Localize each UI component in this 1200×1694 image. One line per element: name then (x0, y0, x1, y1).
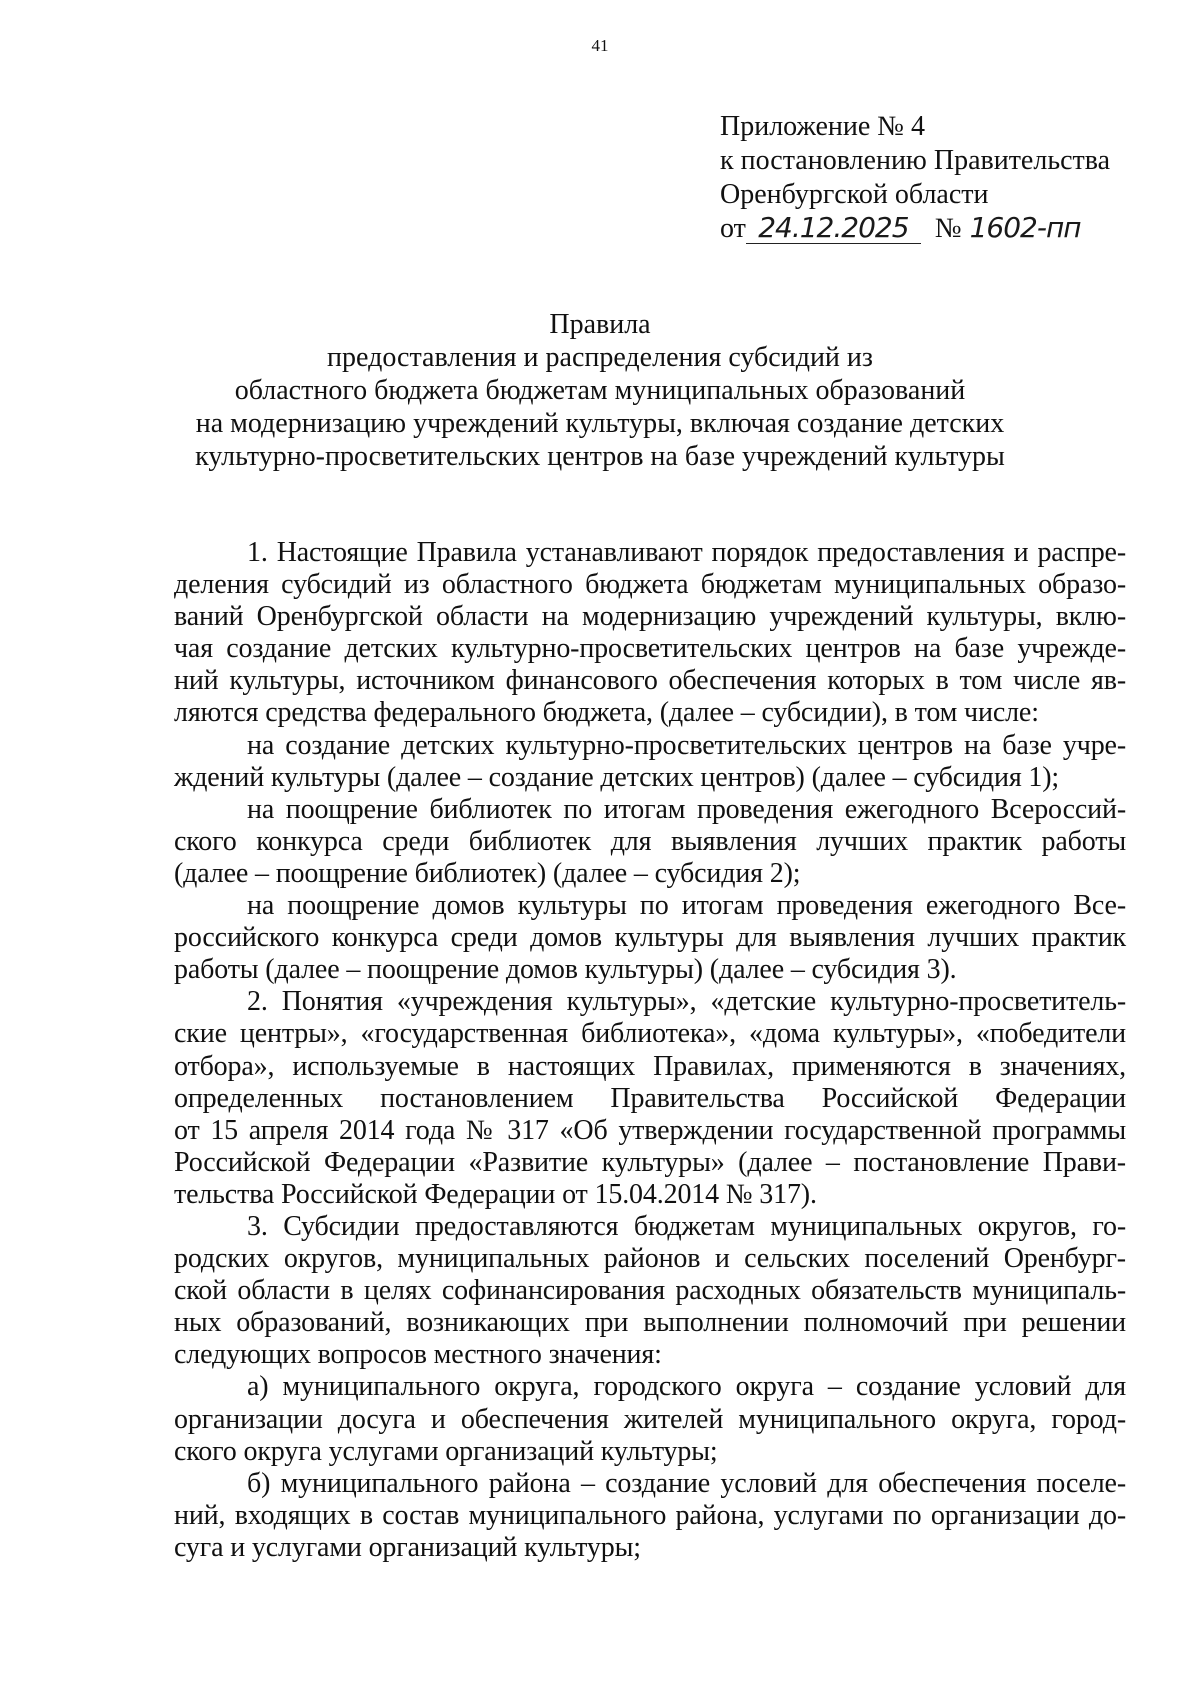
date-prefix: от (720, 213, 746, 244)
page-number: 41 (591, 36, 609, 55)
text-line: тельства Российской Федерации от 15.04.2014 № 317). (174, 1178, 817, 1210)
text-line: б) муниципального района – создание условий для обеспечения поселе- (247, 1467, 1126, 1499)
paragraph-2 (174, 986, 1126, 1211)
text-line: следующих вопросов местного значения: (174, 1339, 662, 1371)
title-line: предоставления и распределения субсидий из (327, 342, 873, 373)
text-line: организации досуга и обеспечения жителей муниципального округа, город- (174, 1403, 1126, 1435)
text-line: на поощрение домов культуры по итогам проведения ежегодного Все- (247, 890, 1126, 922)
text-line: отбора», используемые в настоящих Правилах, применяются в значениях, (174, 1050, 1126, 1082)
text-line: а) муниципального округа, городского округа – создание условий для (247, 1371, 1126, 1403)
text-line: от 15 апреля 2014 года № 317 «Об утверждении государственной программы (174, 1114, 1126, 1146)
appendix-reference: к постановлению Правительства (720, 145, 1111, 176)
handwritten-date: 24.12.2025 (746, 214, 921, 244)
paragraph-3a (174, 1371, 1126, 1467)
text-line: Российской Федерации «Развитие культуры» (далее – постановление Прави- (174, 1146, 1126, 1178)
text-line: (далее – поощрение библиотек) (далее – субсидия 2); (174, 857, 801, 889)
appendix-date-number-row (720, 212, 1160, 246)
paragraph-3 (174, 1211, 1126, 1371)
title-line: культурно-просветительских центров на базе учреждений культуры (195, 441, 1005, 472)
text-line: на поощрение библиотек по итогам проведения ежегодного Всероссий- (247, 793, 1126, 825)
paragraph-subsidy-2 (174, 794, 1126, 890)
document-title (120, 308, 1080, 473)
text-line: суга и услугами организаций культуры; (174, 1531, 641, 1563)
text-line: 2. Понятия «учреждения культуры», «детские культурно-просветитель- (247, 986, 1126, 1018)
text-line: ных образований, возникающих при выполнении полномочий при решении (174, 1307, 1126, 1339)
number-prefix: № (934, 213, 962, 244)
appendix-header (720, 110, 1160, 246)
text-line: ского конкурса среди библиотек для выявления лучших практик работы (174, 825, 1126, 857)
appendix-title: Приложение № 4 (720, 111, 925, 142)
title-heading: Правила (549, 309, 651, 340)
text-line: 1. Настоящие Правила устанавливают порядок предоставления и распре- (247, 537, 1126, 568)
text-line: деления субсидий из областного бюджета бюджетам муниципальных образо- (174, 569, 1126, 601)
paragraph-1 (174, 537, 1126, 730)
text-line: работы (далее – поощрение домов культуры) (далее – субсидия 3). (174, 954, 957, 986)
text-line: определенных постановлением Правительства Российской Федерации (174, 1082, 1126, 1114)
text-line: родских округов, муниципальных районов и сельских поселений Оренбург- (174, 1243, 1126, 1275)
title-line: областного бюджета бюджетам муниципальных образований (234, 375, 966, 406)
handwritten-number: 1602-пп (969, 211, 1081, 244)
text-line: ваний Оренбургской области на модернизацию учреждений культуры, вклю- (174, 601, 1126, 633)
text-line: ские центры», «государственная библиотека», «дома культуры», «победители (174, 1018, 1126, 1050)
paragraph-3b (174, 1468, 1126, 1564)
paragraph-subsidy-3 (174, 890, 1126, 986)
paragraph-subsidy-1 (174, 730, 1126, 794)
text-line: ского округа услугами организаций культуры; (174, 1435, 718, 1467)
text-line: ний, входящих в состав муниципального района, услугами по организации до- (174, 1499, 1126, 1531)
text-line: ской области в целях софинансирования расходных обязательств муниципаль- (174, 1275, 1126, 1307)
text-line: ний культуры, источником финансового обеспечения которых в том числе яв- (174, 665, 1126, 697)
text-line: ждений культуры (далее – создание детских центров) (далее – субсидия 1); (174, 761, 1060, 793)
text-line: российского конкурса среди домов культуры для выявления лучших практик (174, 922, 1126, 954)
document-body (174, 537, 1126, 1564)
appendix-region: Оренбургской области (720, 179, 989, 210)
text-line: на создание детских культурно-просветительских центров на базе учре- (247, 729, 1126, 761)
title-line: на модернизацию учреждений культуры, включая создание детских (195, 408, 1005, 439)
text-line: чая создание детских культурно-просветительских центров на базе учрежде- (174, 633, 1126, 665)
text-line: ляются средства федерального бюджета, (далее – субсидии), в том числе: (174, 697, 1039, 729)
text-line: 3. Субсидии предоставляются бюджетам муниципальных округов, го- (247, 1210, 1126, 1242)
